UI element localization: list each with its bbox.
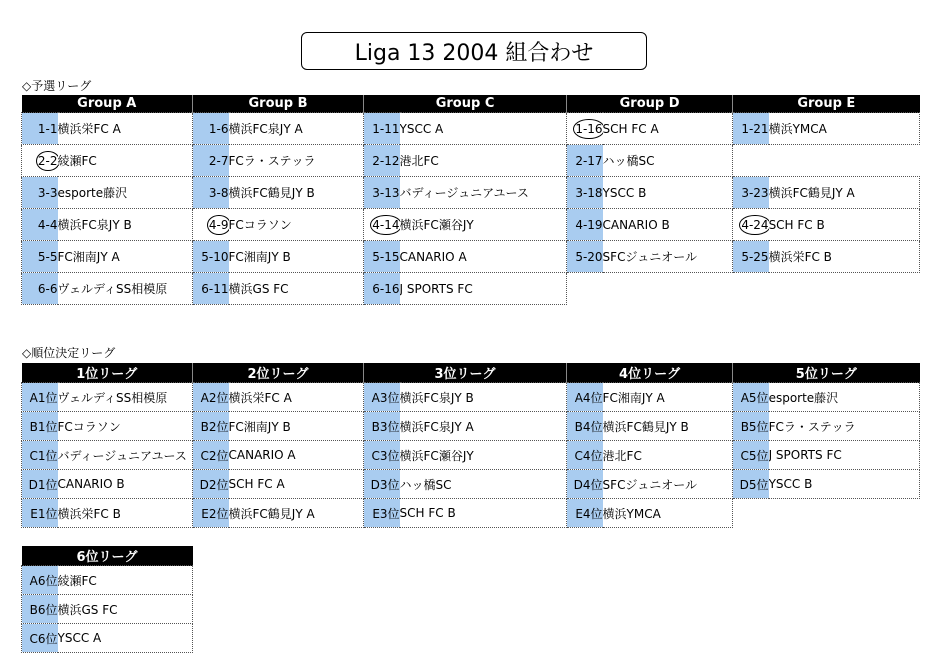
match-code [193, 273, 229, 305]
match-code [22, 499, 58, 528]
match-code-text: 3-18 [575, 185, 603, 200]
match-code [193, 441, 229, 470]
match-code: C6位 [22, 624, 58, 653]
team-name: FCコラソン [229, 209, 364, 241]
team-name: バディージュニアユース [58, 441, 193, 470]
match-code [22, 177, 58, 209]
team-name: 横浜FC瀬谷JY [400, 209, 567, 241]
match-code-text: 2-12 [372, 153, 400, 168]
match-code-text: A5位 [740, 390, 769, 405]
team-name: FCコラソン [58, 412, 193, 441]
prelim-header-3: Group C [364, 95, 567, 113]
team-name: ハッ橋SC [400, 470, 567, 499]
match-code [22, 209, 58, 241]
team-name: 綾瀬FC [58, 566, 193, 595]
match-code-text: E1位 [30, 506, 58, 521]
match-code [364, 273, 400, 305]
match-code [364, 145, 400, 177]
match-code [733, 441, 769, 470]
match-code-text: 3-23 [741, 185, 769, 200]
team-name: FCラ・ステッラ [769, 412, 920, 441]
match-code [22, 441, 58, 470]
match-code-text: 2-17 [575, 153, 603, 168]
team-name: SFCジュニオール [603, 241, 733, 273]
match-code [364, 470, 400, 499]
match-code [22, 113, 58, 145]
team-name: J SPORTS FC [769, 441, 920, 470]
match-code [567, 241, 603, 273]
match-code-text: E3位 [372, 506, 400, 521]
team-name: ヴェルディSS相模原 [58, 273, 193, 305]
match-code-text: C3位 [371, 448, 400, 463]
match-code-text: B5位 [740, 419, 769, 434]
match-code [22, 145, 58, 177]
team-name: 横浜FC鶴見JY A [769, 177, 920, 209]
team-name: バディージュニアユース [400, 177, 567, 209]
ranking-row [22, 499, 920, 528]
team-name: SCH FC B [769, 209, 920, 241]
team-name: 横浜YMCA [769, 113, 920, 145]
match-code [733, 177, 769, 209]
match-code [364, 113, 400, 145]
team-name: 綾瀬FC [58, 145, 193, 177]
match-code [22, 383, 58, 412]
match-code-text: E4位 [575, 506, 603, 521]
team-name: YSCC B [769, 470, 920, 499]
match-code [364, 209, 400, 241]
match-code [193, 113, 229, 145]
match-code-text: 1-6 [208, 121, 229, 136]
prelim-header-2: Group B [193, 95, 364, 113]
match-code-text: 5-5 [37, 249, 58, 264]
match-code [193, 145, 229, 177]
sixth-league-header: 6位リーグ [22, 546, 193, 566]
circled-match-code: 1-16 [573, 119, 602, 139]
prelim-row [22, 273, 920, 305]
ranking-league-table [21, 363, 920, 528]
match-code [193, 177, 229, 209]
team-name: 横浜YMCA [603, 499, 733, 528]
ranking-header-5: 5位リーグ [733, 363, 920, 383]
match-code-text: 1-21 [741, 121, 769, 136]
match-code [733, 412, 769, 441]
prelim-row [22, 177, 920, 209]
match-code [193, 412, 229, 441]
match-code-text: 5-20 [575, 249, 603, 264]
sixth-row [22, 624, 193, 653]
team-name: CANARIO A [229, 441, 364, 470]
team-name: 港北FC [603, 441, 733, 470]
match-code-text: 1-1 [37, 121, 58, 136]
team-name: ヴェルディSS相模原 [58, 383, 193, 412]
match-code-text: 3-8 [208, 185, 229, 200]
match-code-text: 3-13 [372, 185, 400, 200]
match-code [364, 499, 400, 528]
team-name: 横浜FC泉JY B [400, 383, 567, 412]
match-code-text: B3位 [371, 419, 400, 434]
match-code [193, 241, 229, 273]
ranking-section-label: ◇順位決定リーグ [22, 346, 116, 360]
team-name: 港北FC [400, 145, 567, 177]
match-code [22, 241, 58, 273]
match-code: A6位 [22, 566, 58, 595]
ranking-header-4: 4位リーグ [567, 363, 733, 383]
team-name: 横浜GS FC [229, 273, 364, 305]
ranking-header-2: 2位リーグ [193, 363, 364, 383]
match-code-text: B1位 [29, 419, 58, 434]
team-name: 横浜栄FC B [769, 241, 920, 273]
empty-cell [733, 499, 920, 528]
team-name: YSCC B [603, 177, 733, 209]
team-name: YSCC A [58, 624, 193, 653]
match-code [567, 113, 603, 145]
match-code [567, 441, 603, 470]
empty-cell [567, 273, 733, 305]
prelim-row [22, 241, 920, 273]
team-name: 横浜GS FC [58, 595, 193, 624]
match-code-text: E2位 [201, 506, 229, 521]
prelim-header-1: Group A [22, 95, 193, 113]
team-name: CANARIO B [603, 209, 733, 241]
match-code [567, 470, 603, 499]
team-name: 横浜FC泉JY A [400, 412, 567, 441]
ranking-header-1: 1位リーグ [22, 363, 193, 383]
circled-match-code: 4-24 [739, 215, 768, 235]
match-code [193, 383, 229, 412]
team-name: CANARIO A [400, 241, 567, 273]
match-code-text: 6-11 [201, 281, 229, 296]
team-name: 横浜FC泉JY B [58, 209, 193, 241]
match-code-text: C2位 [200, 448, 229, 463]
match-code [567, 412, 603, 441]
match-code-text: 5-25 [741, 249, 769, 264]
team-name: 横浜栄FC B [58, 499, 193, 528]
team-name: SCH FC A [229, 470, 364, 499]
team-name: J SPORTS FC [400, 273, 567, 305]
match-code [193, 499, 229, 528]
match-code-text: A4位 [574, 390, 603, 405]
match-code [733, 383, 769, 412]
match-code-text: D3位 [370, 477, 400, 492]
team-name: FC湘南JY A [603, 383, 733, 412]
page-title [301, 32, 647, 70]
match-code-text: D2位 [199, 477, 229, 492]
match-code-text: 6-6 [37, 281, 58, 296]
empty-cell [733, 273, 920, 305]
team-name: ハッ橋SC [603, 145, 733, 177]
match-code-text: C4位 [574, 448, 603, 463]
match-code-text: A3位 [371, 390, 400, 405]
match-code-text: D1位 [28, 477, 58, 492]
prelim-header-4: Group D [567, 95, 733, 113]
ranking-row [22, 470, 920, 499]
team-name: FC湘南JY B [229, 412, 364, 441]
match-code-text: C5位 [740, 448, 769, 463]
team-name: esporte藤沢 [769, 383, 920, 412]
match-code-text: 3-3 [37, 185, 58, 200]
match-code [733, 209, 769, 241]
team-name: esporte藤沢 [58, 177, 193, 209]
team-name: SCH FC B [400, 499, 567, 528]
match-code [364, 412, 400, 441]
match-code-text: B2位 [200, 419, 229, 434]
match-code-text: 2-7 [208, 153, 229, 168]
match-code [364, 177, 400, 209]
sixth-league-table [21, 546, 193, 653]
match-code [567, 177, 603, 209]
ranking-header-3: 3位リーグ [364, 363, 567, 383]
empty-cell [733, 145, 920, 177]
match-code [193, 209, 229, 241]
match-code [733, 113, 769, 145]
match-code-text: 4-19 [575, 217, 603, 232]
match-code [364, 441, 400, 470]
match-code-text: 6-16 [372, 281, 400, 296]
match-code-text: 5-15 [372, 249, 400, 264]
match-code-text: A2位 [200, 390, 229, 405]
sixth-row [22, 566, 193, 595]
match-code [193, 470, 229, 499]
match-code [567, 499, 603, 528]
team-name: CANARIO B [58, 470, 193, 499]
ranking-row [22, 383, 920, 412]
match-code-text: 5-10 [201, 249, 229, 264]
prelim-league-table [21, 95, 920, 305]
circled-match-code: 2-2 [36, 151, 58, 171]
prelim-header-5: Group E [733, 95, 920, 113]
ranking-row [22, 412, 920, 441]
circled-match-code: 4-14 [370, 215, 399, 235]
prelim-row [22, 145, 920, 177]
team-name: 横浜FC鶴見JY B [229, 177, 364, 209]
match-code-text: A1位 [29, 390, 58, 405]
prelim-row [22, 113, 920, 145]
circled-match-code: 4-9 [207, 215, 229, 235]
match-code [733, 241, 769, 273]
match-code [733, 470, 769, 499]
team-name: SCH FC A [603, 113, 733, 145]
match-code-text: D5位 [739, 477, 769, 492]
team-name: FCラ・ステッラ [229, 145, 364, 177]
match-code [364, 241, 400, 273]
ranking-row [22, 441, 920, 470]
match-code [567, 209, 603, 241]
match-code [22, 470, 58, 499]
title-text: Liga 13 2004 組合わせ [354, 40, 594, 66]
team-name: 横浜栄FC A [58, 113, 193, 145]
match-code-text: D4位 [573, 477, 603, 492]
sixth-row [22, 595, 193, 624]
team-name: 横浜FC瀬谷JY [400, 441, 567, 470]
team-name: FC湘南JY A [58, 241, 193, 273]
match-code: B6位 [22, 595, 58, 624]
prelim-section-label: ◇予選リーグ [22, 79, 92, 93]
match-code-text: 4-4 [37, 217, 58, 232]
team-name: 横浜FC鶴見JY A [229, 499, 364, 528]
match-code [567, 383, 603, 412]
match-code [22, 412, 58, 441]
team-name: 横浜FC鶴見JY B [603, 412, 733, 441]
match-code [567, 145, 603, 177]
match-code [22, 273, 58, 305]
team-name: 横浜栄FC A [229, 383, 364, 412]
match-code-text: 1-11 [372, 121, 400, 136]
match-code-text: B4位 [574, 419, 603, 434]
team-name: 横浜FC泉JY A [229, 113, 364, 145]
team-name: YSCC A [400, 113, 567, 145]
match-code [364, 383, 400, 412]
team-name: SFCジュニオール [603, 470, 733, 499]
team-name: FC湘南JY B [229, 241, 364, 273]
prelim-row [22, 209, 920, 241]
match-code-text: C1位 [29, 448, 58, 463]
